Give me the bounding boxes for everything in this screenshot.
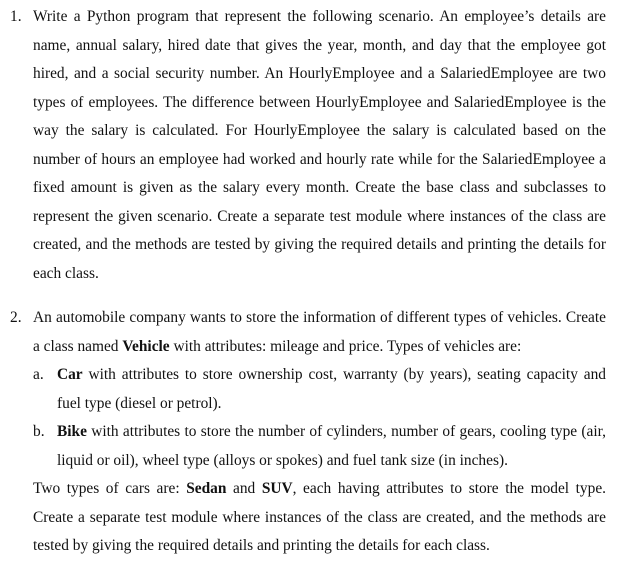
question-2-intro (33, 304, 606, 361)
question-1-text: Write a Python program that represent the following scenario. An employee’s details are name, annual salary, hired date that gives the year, month, and day that the employee got hired, and a social security number. An HourlyEmployee and a SalariedEmployee are two types of employees. The difference between HourlyEmployee and SalariedEmployee is the way the salary is calculated. For HourlyEmployee the salary is calculated based on the number of hours an employee had worked and hourly rate while for the SalariedEmployee a fixed amount is given as the salary every month. Create the base class and subclasses to represent the given scenario. Create a separate test module where instances of the class are created, and the methods are tested by giving the required details and printing the details for each class. (33, 8, 606, 282)
sub-item-car-letter: a. (33, 366, 44, 383)
suv-class-name: SUV (261, 480, 293, 497)
car-description: with attributes to store ownership cost, warranty (by years), seating capacity and fuel type (diesel or petrol). (57, 366, 606, 412)
question-2-intro-before: An automobile company wants to store the information of different types of vehicles. Create a class named (33, 309, 606, 355)
sub-item-bike-letter: b. (33, 423, 45, 440)
question-2-intro-after: with attributes: mileage and price. Types of vehicles are: (169, 337, 522, 355)
sub-item-car-text (57, 361, 606, 418)
bike-description: with attributes to store the number of cylinders, number of gears, cooling type (air, liquid or oil), wheel type (alloys or spokes) and fuel tank size (in inches). (57, 423, 606, 469)
question-2-outro-before: Two types of cars are: (33, 480, 187, 497)
question-2-outro-middle: and (226, 480, 262, 497)
question-2-number: 2. (10, 309, 22, 326)
car-class-name: Car (57, 366, 83, 383)
sub-item-car (33, 361, 606, 418)
question-2 (10, 304, 606, 561)
bike-class-name: Bike (57, 423, 87, 440)
vehicle-class-name: Vehicle (122, 337, 170, 355)
question-1 (10, 3, 606, 288)
question-2-outro (33, 475, 606, 561)
question-2-outro-after: , each having attributes to store the model type. Create a separate test module where instances of the class are created, and the methods are tested by giving the required details and printing the details for each class. (33, 480, 606, 554)
sub-item-bike-text (57, 418, 606, 475)
question-1-number: 1. (10, 8, 22, 25)
sub-item-bike (33, 418, 606, 475)
sedan-class-name: Sedan (186, 480, 227, 497)
